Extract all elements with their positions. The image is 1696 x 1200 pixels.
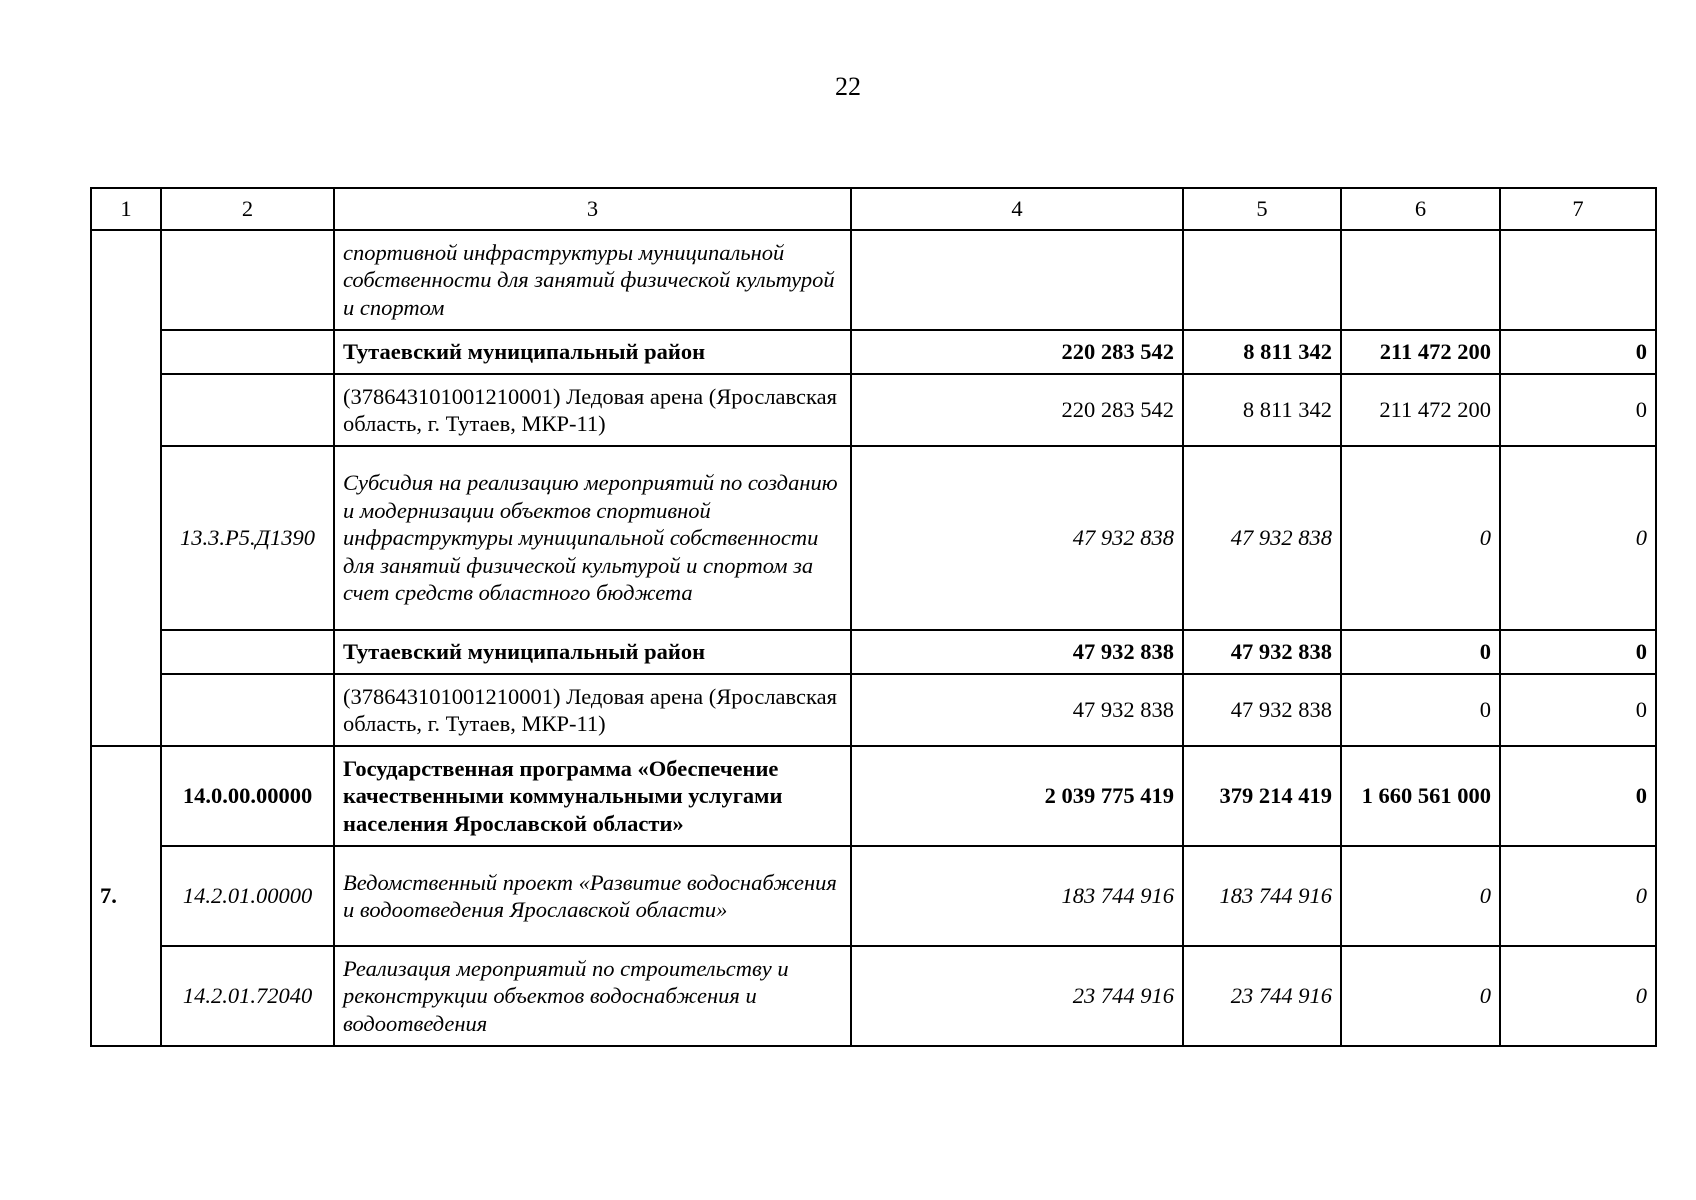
value-col-5: 47 932 838 — [1183, 674, 1341, 746]
header-row — [91, 188, 1656, 230]
code-cell: 14.2.01.00000 — [161, 846, 334, 946]
code-cell — [161, 630, 334, 674]
header-col-5: 5 — [1183, 188, 1341, 230]
code-cell — [161, 374, 334, 446]
name-cell: Ведомственный проект «Развитие водоснабжения и водоотведения Ярославской области» — [334, 846, 851, 946]
code-cell — [161, 330, 334, 374]
code-cell: 14.0.00.00000 — [161, 746, 334, 846]
table-row — [91, 374, 1656, 446]
page-number: 22 — [835, 72, 861, 101]
table-row — [91, 674, 1656, 746]
value-col-5: 8 811 342 — [1183, 330, 1341, 374]
value-col-5: 183 744 916 — [1183, 846, 1341, 946]
value-col-6: 1 660 561 000 — [1341, 746, 1500, 846]
table-row — [91, 630, 1656, 674]
value-col-5 — [1183, 230, 1341, 330]
budget-table — [90, 187, 1657, 1047]
value-col-4: 2 039 775 419 — [851, 746, 1183, 846]
value-col-6: 0 — [1341, 674, 1500, 746]
name-cell: Государственная программа «Обеспечение качественными коммунальными услугами населения Ярославской области» — [334, 746, 851, 846]
value-col-4: 47 932 838 — [851, 630, 1183, 674]
value-col-7 — [1500, 230, 1656, 330]
header-col-1: 1 — [91, 188, 161, 230]
table-row — [91, 746, 1656, 846]
name-cell: Тутаевский муниципальный район — [334, 630, 851, 674]
value-col-4: 23 744 916 — [851, 946, 1183, 1046]
value-col-4: 220 283 542 — [851, 330, 1183, 374]
value-col-5: 379 214 419 — [1183, 746, 1341, 846]
code-cell: 14.2.01.72040 — [161, 946, 334, 1046]
value-col-6: 211 472 200 — [1341, 374, 1500, 446]
name-cell: Реализация мероприятий по строительству и реконструкции объектов водоснабжения и водоотведения — [334, 946, 851, 1046]
value-col-6: 0 — [1341, 630, 1500, 674]
table-row — [91, 446, 1656, 630]
code-cell: 13.3.Р5.Д1390 — [161, 446, 334, 630]
row-number-cell: 7. — [91, 746, 161, 1046]
name-cell: Тутаевский муниципальный район — [334, 330, 851, 374]
header-col-7: 7 — [1500, 188, 1656, 230]
header-col-4: 4 — [851, 188, 1183, 230]
value-col-6: 0 — [1341, 846, 1500, 946]
value-col-6 — [1341, 230, 1500, 330]
table-row — [91, 230, 1656, 330]
table-row — [91, 846, 1656, 946]
value-col-7: 0 — [1500, 846, 1656, 946]
value-col-5: 23 744 916 — [1183, 946, 1341, 1046]
value-col-7: 0 — [1500, 630, 1656, 674]
value-col-4 — [851, 230, 1183, 330]
header-col-2: 2 — [161, 188, 334, 230]
value-col-7: 0 — [1500, 330, 1656, 374]
code-cell — [161, 230, 334, 330]
name-cell: (378643101001210001) Ледовая арена (Ярославская область, г. Тутаев, МКР-11) — [334, 374, 851, 446]
value-col-4: 47 932 838 — [851, 674, 1183, 746]
value-col-4: 183 744 916 — [851, 846, 1183, 946]
name-cell: (378643101001210001) Ледовая арена (Ярославская область, г. Тутаев, МКР-11) — [334, 674, 851, 746]
value-col-4: 47 932 838 — [851, 446, 1183, 630]
value-col-5: 47 932 838 — [1183, 446, 1341, 630]
value-col-7: 0 — [1500, 674, 1656, 746]
table-row — [91, 946, 1656, 1046]
value-col-5: 47 932 838 — [1183, 630, 1341, 674]
value-col-7: 0 — [1500, 746, 1656, 846]
header-col-6: 6 — [1341, 188, 1500, 230]
value-col-6: 211 472 200 — [1341, 330, 1500, 374]
value-col-7: 0 — [1500, 374, 1656, 446]
value-col-7: 0 — [1500, 946, 1656, 1046]
name-cell: спортивной инфраструктуры муниципальной собственности для занятий физической культурой и спортом — [334, 230, 851, 330]
value-col-6: 0 — [1341, 446, 1500, 630]
table-row — [91, 330, 1656, 374]
value-col-4: 220 283 542 — [851, 374, 1183, 446]
name-cell: Субсидия на реализацию мероприятий по созданию и модернизации объектов спортивной инфраструктуры муниципальной собственности для занятий физической культурой и спортом за счет средств областного бюджета — [334, 446, 851, 630]
value-col-5: 8 811 342 — [1183, 374, 1341, 446]
header-col-3: 3 — [334, 188, 851, 230]
code-cell — [161, 674, 334, 746]
value-col-7: 0 — [1500, 446, 1656, 630]
row-number-cell — [91, 230, 161, 746]
value-col-6: 0 — [1341, 946, 1500, 1046]
